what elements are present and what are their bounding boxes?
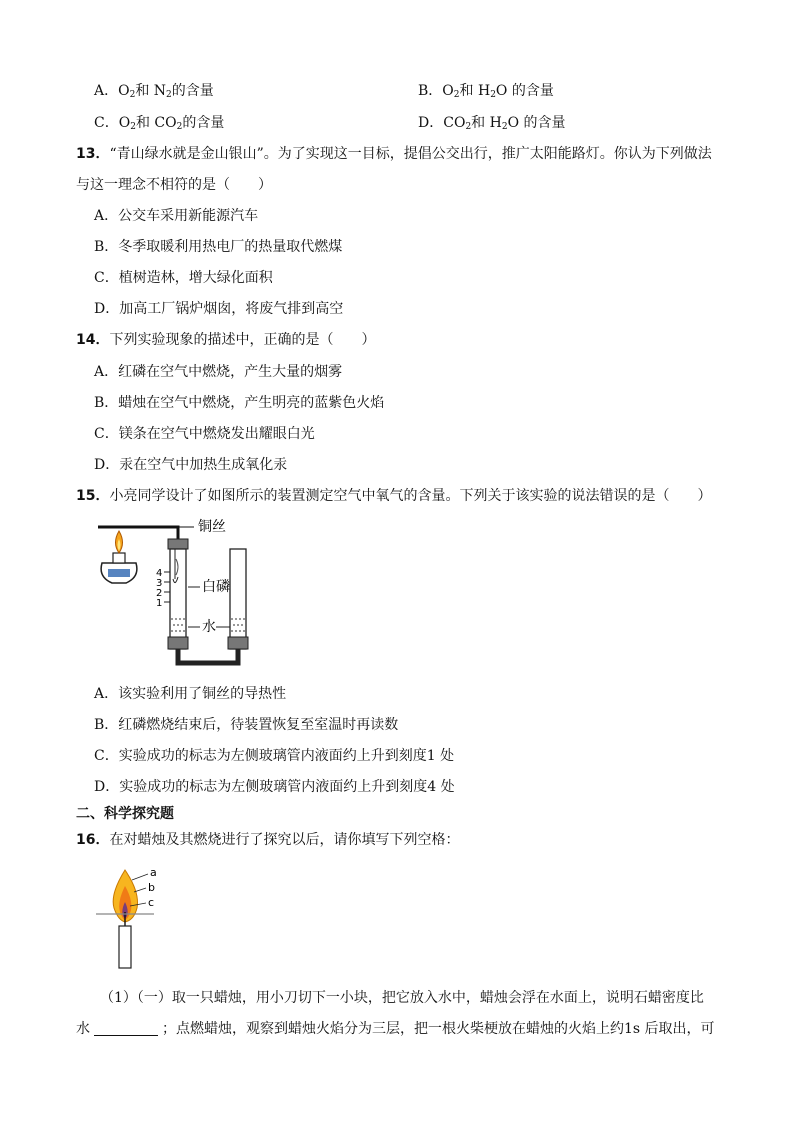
label-phosphorus: 白磷 — [202, 579, 230, 595]
q14-stem-text: 下列实验现象的描述中，正确的是（ ） — [109, 332, 376, 348]
flame-label-c: c — [148, 896, 155, 909]
section-title: 二、科学探究题 — [76, 806, 174, 822]
q13-option-c: C．植树造林，增大绿化面积 — [94, 270, 273, 286]
q13-stem-line2: 与这一理念不相符的是（ ） — [76, 177, 272, 193]
candle-icon — [96, 870, 154, 968]
q12-option-b: B．$O_2$和 $H_2O$ 的含量 — [418, 83, 554, 100]
q15-stem-text: 小亮同学设计了如图所示的装置测定空气中氧气的含量。下列关于该实验的说法错误的是（ ） — [109, 488, 712, 504]
q16-number: 16． — [76, 832, 110, 848]
q12-option-a: A．$O_2$和 $N_2$的含量 — [94, 83, 214, 100]
q13-option-a: A．公交车采用新能源汽车 — [94, 208, 259, 224]
q14-option-a: A．红磷在空气中燃烧，产生大量的烟雾 — [94, 364, 343, 380]
q16-part1-line2 — [76, 1019, 715, 1039]
q13-number: 13． — [76, 146, 110, 162]
label-water: 水 — [202, 619, 216, 635]
q12-option-d: D．$CO_2$和 $H_2O$ 的含量 — [418, 115, 566, 132]
scale-1: 1 — [156, 598, 163, 609]
q16-stem — [76, 830, 459, 850]
label-copper: 铜丝 — [198, 519, 226, 535]
scale-2: 2 — [156, 588, 163, 599]
q13-stem-line1: “青山绿水就是金山银山”。为了实现这一目标，提倡公交出行，推广太阳能路灯。你认为下列做法 — [109, 146, 712, 162]
answer-blank[interactable] — [94, 1021, 158, 1036]
q16-line2-end: ；点燃蜡烛，观察到蜡烛火焰分为三层，把一根火柴梗放在蜡烛的火焰上约1s 后取出，可 — [162, 1021, 715, 1037]
q13-stem — [76, 144, 712, 164]
candle-flame-figure — [92, 862, 172, 972]
q15-option-a: A．该实验利用了铜丝的导热性 — [94, 686, 287, 702]
q13-option-d: D．加高工厂锅炉烟囱，将废气排到高空 — [94, 301, 344, 317]
q15-stem — [76, 486, 711, 506]
q14-number: 14． — [76, 332, 110, 348]
oxygen-apparatus-figure — [90, 515, 270, 675]
q14-option-d: D．汞在空气中加热生成氧化汞 — [94, 457, 288, 473]
flame-label-b: b — [148, 881, 155, 894]
q12-option-c: C．$O_2$和 $CO_2$的含量 — [94, 115, 225, 132]
q14-option-b: B．蜡烛在空气中燃烧，产生明亮的蓝紫色火焰 — [94, 395, 385, 411]
flame-label-a: a — [150, 866, 157, 879]
q14-stem — [76, 330, 375, 350]
q15-option-d: D．实验成功的标志为左侧玻璃管内液面约上升到刻度4 处 — [94, 779, 455, 795]
q16-part1-line1: （1）（一）取一只蜡烛，用小刀切下一小块，把它放入水中，蜡烛会浮在水面上，说明石蜡密度比 — [100, 990, 704, 1006]
q15-option-b: B．红磷燃烧结束后，待装置恢复至室温时再读数 — [94, 717, 399, 733]
q13-option-b: B．冬季取暖利用热电厂的热量取代燃煤 — [94, 239, 343, 255]
q16-stem-text: 在对蜡烛及其燃烧进行了探究以后，请你填写下列空格： — [109, 832, 460, 848]
q14-option-c: C．镁条在空气中燃烧发出耀眼白光 — [94, 426, 315, 442]
q15-number: 15． — [76, 488, 110, 504]
alcohol-lamp-icon — [101, 531, 137, 583]
q16-line2-start: 水 — [76, 1021, 90, 1037]
q15-option-c: C．实验成功的标志为左侧玻璃管内液面约上升到刻度1 处 — [94, 748, 455, 764]
scale-4: 4 — [156, 568, 163, 579]
scale-3: 3 — [156, 578, 163, 589]
